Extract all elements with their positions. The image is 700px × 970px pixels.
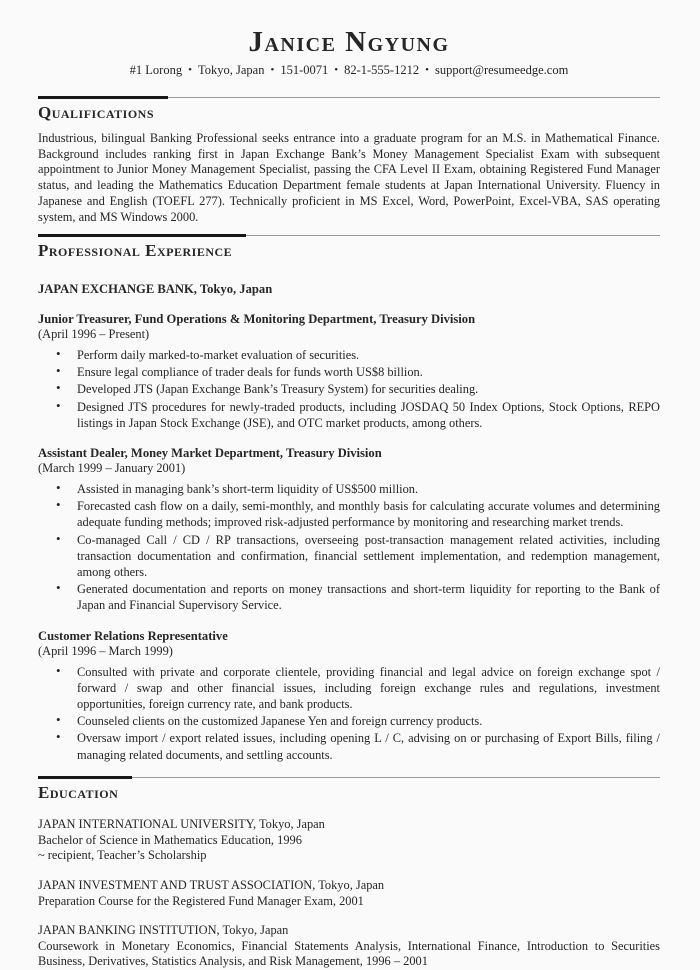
qualifications-title: Qualifications (38, 103, 155, 123)
education-entry (38, 878, 660, 909)
role-dates: (April 1996 – March 1999) (38, 643, 173, 658)
bullet-item: • Perform daily marked-to-market evaluation of securities. (77, 347, 660, 363)
section-education (38, 777, 660, 970)
bullet-item: • Assisted in managing bank’s short-term liquidity of US$500 million. (77, 481, 660, 497)
contact-line (38, 63, 660, 79)
education-entries (38, 817, 660, 970)
education-heading-row (38, 777, 660, 803)
contact-separator: • (425, 64, 429, 77)
role-bullets (38, 481, 660, 614)
education-institution: JAPAN BANKING INSTITUTION, Tokyo, Japan (38, 923, 289, 938)
section-qualifications (38, 97, 660, 225)
experience-role (38, 312, 660, 431)
contact-item: 151-0071 (280, 63, 329, 78)
education-entry (38, 817, 660, 864)
bullet-item: • Forecasted cash flow on a daily, semi-monthly, and monthly basis for calculating accurate volumes and determining adequate funding methods; improved risk-adjusted performance by monitoring and researching market trends. (77, 498, 660, 530)
contact-separator: • (188, 64, 192, 77)
contact-separator: • (270, 64, 275, 77)
bullet-item: • Counseled clients on the customized Japanese Yen and foreign currency products. (77, 713, 660, 729)
contact-item: 82-1-555-1212 (344, 63, 420, 78)
resume-header (38, 26, 660, 79)
candidate-name: Janice Ngyung (248, 26, 450, 58)
roles-list (38, 312, 660, 763)
section-experience (38, 235, 660, 763)
role-title: Assistant Dealer, Money Market Department, Treasury Division (38, 445, 382, 460)
education-detail: Preparation Course for the Registered Fund Manager Exam, 2001 (38, 893, 364, 908)
education-entry (38, 923, 660, 970)
experience-role (38, 629, 660, 763)
role-bullets (38, 347, 660, 431)
education-institution: JAPAN INVESTMENT AND TRUST ASSOCIATION, Tokyo, Japan (38, 877, 385, 892)
experience-heading-row (38, 235, 660, 261)
bullet-item: • Designed JTS procedures for newly-traded products, including JOSDAQ 50 Index Options, Stock Options, REPO listings in Japan Stock Exchange (JSE), and OTC market products, among others. (77, 399, 660, 431)
role-title: Junior Treasurer, Fund Operations & Monitoring Department, Treasury Division (38, 311, 476, 326)
contact-item: Tokyo, Japan (197, 63, 265, 78)
role-dates: (April 1996 – Present) (38, 326, 150, 341)
role-bullets (38, 664, 660, 763)
qualifications-summary: Industrious, bilingual Banking Professional seeks entrance into a graduate program for an M.S. in Mathematical Finance. Background includes ranking first in Japan Exchange Bank’s Money Management Specialist Exam with subsequent appointment to Junior Money Management Specialist, passing the CFA Level II Exam, obtaining Registered Fund Manager status, and leading the Mathematics Education Department female students at Japan International University. Fluency in Japanese and English (TOEFL 277). Technically proficient in MS Excel, Word, PowerPoint, Excel-VBA, SAS operating system, and MS Windows 2000. (38, 130, 660, 224)
bullet-item: • Co-managed Call / CD / RP transactions, overseeing post-transaction management related activities, including transaction documentation and confirmation, financial settlement implementation, and redemption management, among others. (77, 532, 660, 581)
education-detail: Bachelor of Science in Mathematics Education, 1996 (38, 832, 302, 847)
education-title: Education (38, 782, 119, 802)
bullet-item: • Developed JTS (Japan Exchange Bank’s Treasury System) for securities dealing. (77, 381, 660, 397)
role-dates: (March 1999 – January 2001) (38, 460, 186, 475)
contact-email: support@resumeedge.com (434, 63, 569, 78)
education-detail: Coursework in Monetary Economics, Financial Statements Analysis, International Finance, Introduction to Securities Business, Derivatives, Statistics Analysis, and Risk Management, 1996 – 2001 (38, 938, 660, 969)
contact-separator: • (334, 64, 339, 77)
contact-item: #1 Lorong (129, 63, 183, 78)
education-detail: ~ recipient, Teacher’s Scholarship (38, 848, 207, 863)
experience-title: Professional Experience (38, 240, 233, 260)
education-institution: JAPAN INTERNATIONAL UNIVERSITY, Tokyo, Japan (38, 817, 325, 832)
bullet-item: • Ensure legal compliance of trader deals for funds worth US$8 billion. (77, 364, 660, 380)
role-title: Customer Relations Representative (38, 628, 228, 643)
bullet-item: • Consulted with private and corporate clientele, providing financial and legal advice on foreign exchange spot / forward / swap and other financial issues, including foreign exchange rules and regulations, investment opportunities, foreign currency rate, and bank products. (77, 664, 660, 713)
experience-role (38, 446, 660, 614)
bullet-item: • Generated documentation and reports on money transactions and short-term liquidity for reporting to the Bank of Japan and Financial Supervisory Service. (77, 581, 660, 613)
bullet-item: • Oversaw import / export related issues, including opening L / C, advising on or purchasing of Export Bills, filing / managing related documents, and settling accounts. (77, 730, 660, 762)
employer-line: JAPAN EXCHANGE BANK, Tokyo, Japan (38, 281, 273, 296)
qualifications-heading-row (38, 97, 660, 123)
